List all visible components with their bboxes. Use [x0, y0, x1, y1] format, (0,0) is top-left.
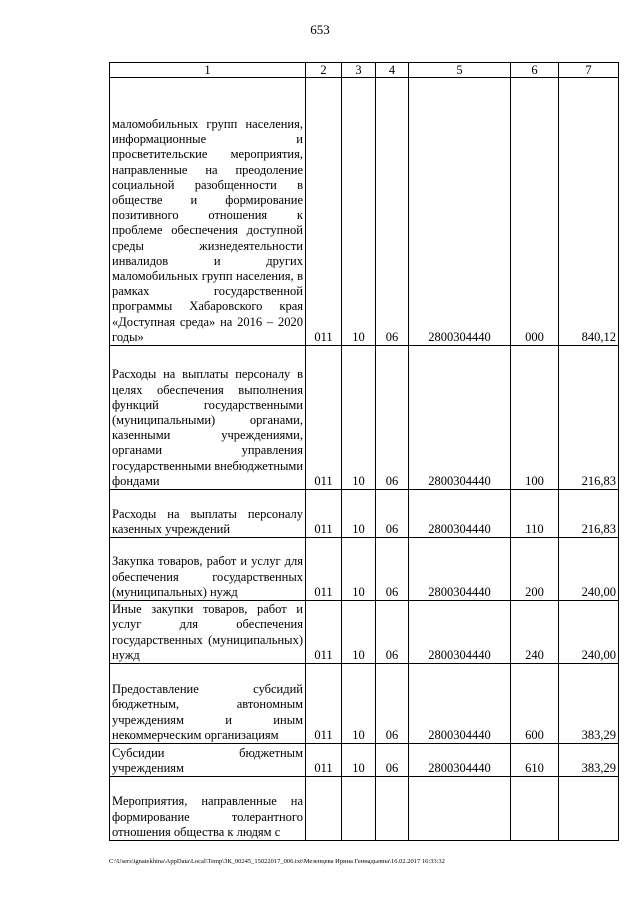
table-row [110, 601, 619, 664]
column-header: 3 [342, 63, 376, 78]
row-description: Иные закупки товаров, работ и услуг для обеспечения государственных (муниципальных) нужд [110, 601, 306, 664]
subsection-code: 06 [376, 664, 409, 744]
expense-type-code: 240 [511, 601, 559, 664]
ministry-code: 011 [306, 78, 342, 346]
row-description: маломобильных групп населения, информационные и просветительские мероприятия, направленные на преодоление социальной разобщенности в обществе и формирование позитивного отношения к проблеме обеспечения доступной среды жизнедеятельности инвалидов и других маломобильных групп населения, в рамках государственной программы Хабаровского края «Доступная среда» на 2016 – 2020 годы» [110, 78, 306, 346]
section-code: 10 [342, 538, 376, 601]
target-code: 2800304440 [409, 744, 511, 777]
target-code: 2800304440 [409, 78, 511, 346]
column-header: 4 [376, 63, 409, 78]
column-header: 5 [409, 63, 511, 78]
amount: 240,00 [559, 538, 619, 601]
table-row [110, 490, 619, 538]
subsection-code [376, 777, 409, 841]
table-row [110, 744, 619, 777]
subsection-code: 06 [376, 78, 409, 346]
subsection-code: 06 [376, 538, 409, 601]
subsection-code: 06 [376, 490, 409, 538]
row-description: Субсидии бюджетным учреждениям [110, 744, 306, 777]
target-code: 2800304440 [409, 538, 511, 601]
ministry-code: 011 [306, 490, 342, 538]
target-code: 2800304440 [409, 346, 511, 490]
expense-type-code: 000 [511, 78, 559, 346]
amount: 840,12 [559, 78, 619, 346]
row-description: Расходы на выплаты персоналу казенных учреждений [110, 490, 306, 538]
page-number: 653 [310, 22, 330, 37]
expense-type-code: 610 [511, 744, 559, 777]
target-code [409, 777, 511, 841]
amount: 383,29 [559, 664, 619, 744]
table-row [110, 664, 619, 744]
amount: 383,29 [559, 744, 619, 777]
section-code: 10 [342, 346, 376, 490]
expense-type-code [511, 777, 559, 841]
expense-type-code: 600 [511, 664, 559, 744]
target-code: 2800304440 [409, 490, 511, 538]
section-code: 10 [342, 744, 376, 777]
expense-type-code: 200 [511, 538, 559, 601]
subsection-code: 06 [376, 744, 409, 777]
table-header-row [110, 63, 619, 78]
section-code: 10 [342, 490, 376, 538]
budget-table [109, 62, 619, 841]
ministry-code [306, 777, 342, 841]
column-header: 7 [559, 63, 619, 78]
amount: 216,83 [559, 346, 619, 490]
section-code [342, 777, 376, 841]
subsection-code: 06 [376, 346, 409, 490]
target-code: 2800304440 [409, 664, 511, 744]
amount: 216,83 [559, 490, 619, 538]
subsection-code: 06 [376, 601, 409, 664]
target-code: 2800304440 [409, 601, 511, 664]
section-code: 10 [342, 664, 376, 744]
row-description: Закупка товаров, работ и услуг для обеспечения государственных (муниципальных) нужд [110, 538, 306, 601]
table-row [110, 777, 619, 841]
ministry-code: 011 [306, 664, 342, 744]
amount: 240,00 [559, 601, 619, 664]
expense-type-code: 110 [511, 490, 559, 538]
table-row [110, 78, 619, 346]
ministry-code: 011 [306, 346, 342, 490]
ministry-code: 011 [306, 744, 342, 777]
expense-type-code: 100 [511, 346, 559, 490]
row-description: Мероприятия, направленные на формирование толерантного отношения общества к людям с [110, 777, 306, 841]
column-header: 1 [110, 63, 306, 78]
column-header: 2 [306, 63, 342, 78]
table-row [110, 538, 619, 601]
row-description: Расходы на выплаты персоналу в целях обеспечения выполнения функций государственными (муниципальными) органами, казенными учреждениями, органами управления государственными внебюджетными фондами [110, 346, 306, 490]
ministry-code: 011 [306, 601, 342, 664]
section-code: 10 [342, 78, 376, 346]
file-path-footer: C:\Users\ignatekhina\AppData\Local\Temp\ЗК_00245_15022017_006.txt\Мезенцева Ирина Геннадьевна\16.02.2017 16:33:32 [109, 858, 445, 865]
table-row [110, 346, 619, 490]
section-code: 10 [342, 601, 376, 664]
column-header: 6 [511, 63, 559, 78]
ministry-code: 011 [306, 538, 342, 601]
row-description: Предоставление субсидий бюджетным, автономным учреждениям и иным некоммерческим организациям [110, 664, 306, 744]
amount [559, 777, 619, 841]
